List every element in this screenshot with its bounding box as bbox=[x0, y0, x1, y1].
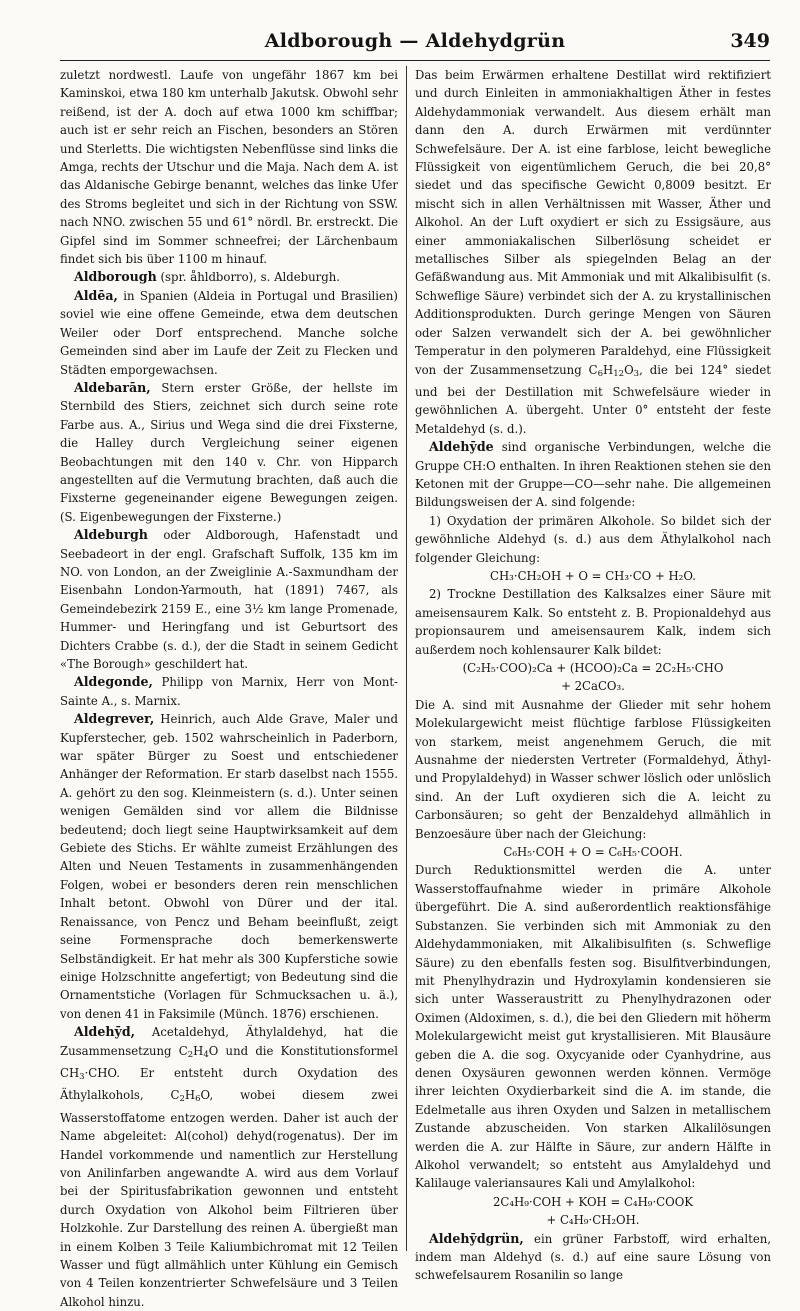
entry-text: sind organische Verbindungen, welche die Gruppe CH:O enthalten. In ihren Reaktionen stehen sie den Ketonen mit der Gruppe—CO—sehr nahe. Die allgemeinen Bildungsweisen der A. sind folgende: bbox=[415, 440, 771, 510]
right-column bbox=[415, 66, 771, 1283]
page-number: 349 bbox=[730, 30, 770, 52]
subscript: 2 bbox=[179, 1094, 185, 1105]
equation-3: C₆H₅·COH + O = C₆H₅·COOH. bbox=[503, 845, 683, 860]
left-column bbox=[60, 66, 399, 1309]
headword: Aldegonde, bbox=[74, 674, 153, 690]
subscript: 12 bbox=[613, 368, 625, 379]
equation-4-line-2: + C₄H₉·CH₂OH. bbox=[546, 1213, 640, 1228]
paragraph-oxidation: 1) Oxydation der primären Alkohole. So bildet sich der gewöhnliche Aldehyd (s. d.) aus dem Äthylalkohol nach folgender Gleichung: bbox=[415, 513, 771, 565]
headword: Aldehȳdgrün, bbox=[429, 1230, 524, 1246]
headword: Aldēa, bbox=[74, 287, 118, 303]
paragraph-reduction: Durch Reduktionsmittel werden die A. unter Wasserstoffaufnahme wieder in primäre Alkohole übergeführt. Die A. sind außerordentlich reaktionsfähige Substanzen. Sie verbinden sich mit Ammoniak zu den Aldehydammoniaken, mit Alkalibisulfiten (s. Schweflige Säure) zu den ebenfalls festen sog. Bisulfitverbindungen, mit Phenylhydrazin und Hydroxylamin kondensieren sie sich unter Wasseraustritt zu Phenylhydrazonen oder Oximen (Aldoximen, s. d.), die bei den Gliedern mit höherm Molekulargewicht meist gut krystallisieren. Mit Blausäure geben die A. die sog. Oxycyanide oder Cyanhydrine, aus denen Oxysäuren gewonnen werden können. Vermöge ihrer leichten Oxydierbarkeit sind die A. im stande, die Edelmetalle aus ihren Oxyden und Salzen in metallischem Zustande abzuscheiden. Von starken Alkalilösungen werden die A. zur Hälfte in Säure, zur andern Hälfte in Alkohol verwandelt; so entsteht aus Amylaldehyd und Kalilauge valeriansaures Kali und Amylalkohol: bbox=[415, 863, 771, 1191]
equation-4-line-1: 2C₄H₉·COH + KOH = C₄H₉·COOK bbox=[492, 1194, 694, 1209]
running-title: Aldborough — Aldehydgrün bbox=[264, 30, 566, 52]
entry-aldegonde bbox=[60, 673, 398, 710]
entry-text: H bbox=[193, 1043, 204, 1058]
entry-aldehyde bbox=[415, 438, 771, 512]
headword: Aldehȳd, bbox=[74, 1024, 136, 1040]
column-divider bbox=[406, 66, 407, 1251]
paragraph-aldehyd-continuation bbox=[415, 66, 771, 438]
entry-aldegrever bbox=[60, 710, 398, 1023]
paragraph-properties: Die A. sind mit Ausnahme der Glieder mit sehr hohem Molekulargewicht meist flüchtige farblose Flüssigkeiten von starkem, meist angenehmem Geruch, die mit Ausnahme der niedersten Vertreter (Formaldehyd, Äthyl- und Propylaldehyd) in Wasser schwer löslich oder unlöslich sind. An der Luft oxydieren sich die A. leicht zu Carbonsäuren; so geht der Benzaldehyd allmählich in Benzoesäure über nach der Gleichung: bbox=[415, 697, 771, 841]
entry-aldborough bbox=[60, 268, 398, 286]
entry-text: ein grüner Farbstoff, wird erhalten, indem man Aldehyd (s. d.) auf eine saure Lösung von schwefelsaurem Rosanilin so lange bbox=[415, 1231, 771, 1283]
equation-2-line-2: + 2CaCO₃. bbox=[561, 679, 625, 694]
entry-text: H bbox=[184, 1088, 196, 1103]
subscript: 6 bbox=[195, 1094, 201, 1105]
entry-text: (spr. åhldborro), s. Aldeburgh. bbox=[156, 270, 340, 285]
headword: Aldebarān, bbox=[74, 379, 151, 395]
entry-text: H bbox=[603, 362, 614, 377]
entry-aldebaran bbox=[60, 379, 398, 526]
entry-text: O, wobei diesem zwei Wasserstoffatome entzogen werden. Daher ist auch der Name abgeleitet: Al(cohol) dehyd(rogenatus). Der im Handel vorkommende und namentlich zur Herstellung von Anilinfarben angewandte A. wird aus dem Vorlauf bei der Spiritusfabrikation gewonnen und entsteht durch Oxydation von Alkohol beim Filtrieren über Holzkohle. Zur Darstellung des reinen A. übergießt man in einem Kolben 3 Teile Kaliumbichromat mit 12 Teilen Wasser und fügt allmählich unter Kühlung ein Gemisch von 4 Teilen konzentrierter Schwefelsäure und 3 Teilen Alkohol hinzu. bbox=[60, 1088, 399, 1309]
entry-aldehyd bbox=[60, 1023, 398, 1311]
entry-aldea bbox=[60, 287, 398, 379]
entry-text: Heinrich, auch Alde Grave, Maler und Kupferstecher, geb. 1502 wahrscheinlich in Paderborn, war später Bürger zu Soest und entschiedener Anhänger der Reformation. Er starb daselbst nach 1555. A. gehört zu den sog. Kleinmeistern (s. d.). Unter seinen wenigen Gemälden sind vor allem die Bildnisse bedeutend; doch liegt seine Hauptwirksamkeit auf dem Gebiete des Stichs. Er wählte zumeist Erzählungen des Alten und Neuen Testaments in zusammenhängenden Folgen, wobei er besonders deren rein menschlichen Inhalt betont. Obwohl von Dürer und der ital. Renaissance, von Pencz und Beham beeinflußt, zeigt seine Formensprache doch bemerkenswerte Selbständigkeit. Er hat mehr als 300 Kupferstiche sowie einige Holzschnitte angefertigt; von Bedeutung sind die Ornamentstiche (Vorlagen für Schmucksachen u. ä.), von denen 41 in Faksimile (Münch. 1876) erschienen. bbox=[60, 712, 398, 1021]
entry-text: in Spanien (Aldeia in Portugal und Brasilien) soviel wie eine offene Gemeinde, etwa dem deutschen Weiler oder Dorf entsprechend. Manche solche Gemeinden sind aber im Laufe der Zeit zu Flecken und Städten emporgewachsen. bbox=[60, 288, 398, 377]
entry-text: , die bei 124° siedet und bei der Destillation mit Schwefelsäure wieder in gewöhnlichen A. übergeht. Unter 0° entsteht der feste Metaldehyd (s. d.). bbox=[415, 362, 771, 436]
entry-text: Das beim Erwärmen erhaltene Destillat wird rektifiziert und durch Einleiten in ammoniakhaltigen Äther in festes Aldehydammoniak verwandelt. Aus diesem erhält man dann den A. durch Erwärmen mit verdünnter Schwefelsäure. Der A. ist eine farblose, leicht bewegliche Flüssigkeit von eigentümlichem Geruch, die bei 20,8° siedet und das specifische Gewicht 0,8009 besitzt. Er mischt sich in allen Verhältnissen mit Wasser, Äther und Alkohol. An der Luft oxydiert er sich zu Essigsäure, aus einer ammoniakalischen Silberlösung scheidet er metallisches Silber als spiegelnden Belag an der Gefäßwandung aus. Mit Ammoniak und mit Alkalibisulfit (s. Schweflige Säure) verbindet sich der A. zu krystallinischen Additionsprodukten. Durch geringe Mengen von Säuren oder Salzen verwandelt sich der A. bei gewöhnlicher Temperatur in den polymeren Paraldehyd, eine Flüssigkeit von der Zusammensetzung C bbox=[415, 68, 771, 377]
headword: Aldborough bbox=[74, 269, 157, 285]
subscript: 3 bbox=[633, 368, 640, 379]
entry-text: O und die Konstitutionsformel CH bbox=[60, 1043, 398, 1080]
entry-text: Acetaldehyd, Äthylaldehyd, hat die Zusammensetzung C bbox=[60, 1025, 398, 1058]
headword: Aldeburgh bbox=[74, 527, 148, 543]
header-rule bbox=[60, 60, 770, 61]
subscript: 2 bbox=[187, 1049, 194, 1060]
headword: Aldehȳde bbox=[429, 439, 494, 455]
entry-text: oder Aldborough, Hafenstadt und Seebadeort in der engl. Grafschaft Suffolk, 135 km im NO. von London, an der Zweiglinie A.-Saxmundham der Eisenbahn London-Yarmouth, hat (1891) 7467, als Gemeindebezirk 2159 E., eine 3½ km lange Promenade, Hummer- und Heringfang und ist Geburtsort des Dichters Crabbe (s. d.), der die Stadt in seinem Gedicht «The Borough» geschildert hat. bbox=[60, 528, 398, 671]
headword: Aldegrever, bbox=[74, 711, 155, 727]
paragraph-dry-distillation: 2) Trockne Destillation des Kalksalzes einer Säure mit ameisensaurem Kalk. So entsteht z. B. Propionaldehyd aus propionsaurem und ameisensaurem Kalk, indem sich außerdem noch kohlensaurer Kalk bildet: bbox=[415, 587, 771, 657]
running-header bbox=[60, 30, 770, 64]
entry-aldeburgh bbox=[60, 526, 398, 673]
entry-text: Stern erster Größe, der hellste im Sternbild des Stiers, zeichnet sich durch seine rote Farbe aus. A., Sirius und Wega sind die drei Fixsterne, die Halley durch Vergleichung seiner eigenen Beobachtungen mit den 140 v. Chr. von Hipparch angestellten auf die Vermutung brachten, daß auch die Fixsterne gegeneinander eigene Bewegungen zeigen. (S. Eigenbewegungen der Fixsterne.) bbox=[60, 380, 398, 524]
subscript: 3 bbox=[79, 1071, 85, 1082]
paragraph-aldan-continuation: zuletzt nordwestl. Laufe von ungefähr 1867 km bei Kaminskoi, etwa 180 km unterhalb Jakutsk. Obwohl sehr reißend, ist der A. doch auf etwa 1000 km schiffbar; auch ist er sehr reich an Fischen, besonders an Stören und Sterletts. Die wichtigsten Nebenflüsse sind links die Amga, rechts der Utschur und die Maja. Nach dem A. ist das Aldanische Gebirge benannt, welches das linke Ufer des Stroms begleitet und sich in der Richtung von SSW. nach NNO. zwischen 55 und 61° nördl. Br. erstreckt. Die Gipfel sind im Sommer schneefrei; der Lärchenbaum findet sich bis über 1100 m hinauf. bbox=[60, 68, 398, 267]
subscript: 4 bbox=[203, 1049, 209, 1060]
entry-text: ·CHO. Er entsteht durch Oxydation des Äthylalkohols, C bbox=[60, 1065, 398, 1103]
equation-1: CH₃·CH₂OH + O = CH₃·CO + H₂O. bbox=[490, 568, 696, 583]
equation-2-line-1: (C₂H₅·COO)₂Ca + (HCOO)₂Ca = 2C₂H₅·CHO bbox=[462, 661, 724, 675]
entry-aldehydgruen bbox=[415, 1230, 771, 1285]
entry-text: O bbox=[624, 362, 634, 377]
entry-text: Philipp von Marnix, Herr von Mont-Sainte A., s. Marnix. bbox=[60, 675, 398, 708]
subscript: 6 bbox=[597, 368, 604, 379]
